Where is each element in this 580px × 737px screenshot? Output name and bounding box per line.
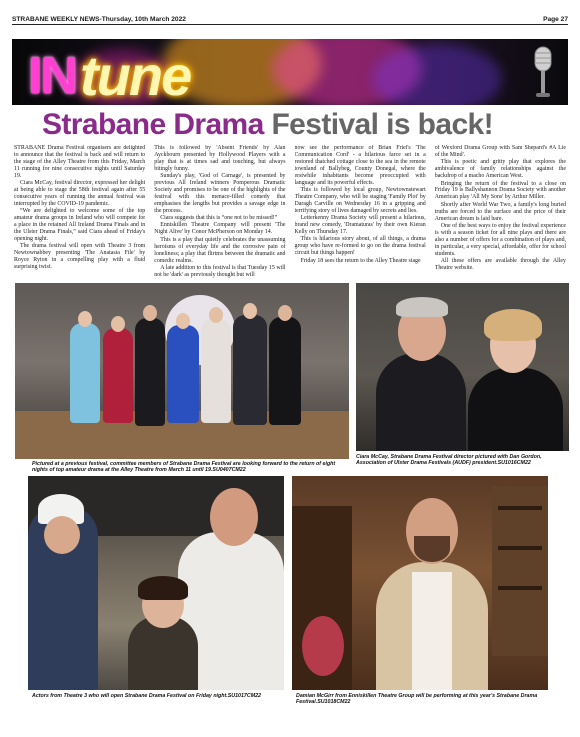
article-column-4 [435, 145, 566, 279]
photo-caption: Damian McGirr from Enniskillen Theatre Group will be performing at this year's Strabane Drama Festival.SU1018CM22 [296, 693, 538, 706]
paragraph: This is hilarious story about, of all things, a drama group who have re-formed to go on the drama festival circuit but things happen! [294, 236, 426, 257]
photo-caption: Actors from Theatre 3 who will open Strabane Drama Festival on Friday night.SU1017CM22 [32, 693, 261, 699]
folio-page-number: Page 27 [543, 16, 568, 23]
paragraph: One of the best ways to enjoy the festival experience is with a season ticket for all nine plays and there are also a number of offers for a combination of plays and, in particular, a very special, affordable, offer for school students. [434, 222, 566, 257]
intune-logo [28, 43, 190, 105]
photo-caption: Ciara McCay, Strabane Drama Festival director pictured with Dan Gordon, Association of Ulster Drama Festivals (AUDF) president.SU1016CM22 [356, 454, 542, 467]
paragraph: A late addition to this festival is that Tuesday 15 will not be 'dark' as previously thought but will [154, 264, 286, 278]
paragraph: “We are delighted to welcome some of the top amateur drama groups in Ireland who will compete for a place in the retained All Ireland Drama Finals and in the Ulster Drama Finals,” said Ciara ahead of Friday's opening night. [14, 208, 146, 242]
paragraph: STRABANE Drama Festival organisers are delighted to announce that the festival is back and will return to the stage of the Alley Theatre from this Friday, March 11 running for nine consecutive nights until Saturday 19. [14, 145, 146, 179]
headline-part-2: Festival is back! [271, 108, 494, 141]
paragraph: Letterkenny Drama Society will present a hilarious, brand new comedy, 'Dramaturas' by their own Kieran Kelly on Thursday 17. [294, 215, 426, 235]
article-body [14, 145, 566, 279]
intune-banner [12, 39, 568, 105]
folio-rule [12, 24, 568, 25]
folio-date: STRABANE WEEKLY NEWS-Thursday, 10th March 2022 [12, 16, 186, 23]
paragraph: Ciara suggests that this is “one not to be missed!” [160, 215, 278, 222]
photo-caption: Pictured at a previous festival, committee members of Strabane Drama Festival are looking forward to the return of eight nights of top amateur drama at the Alley Theatre from March 11 until 19.SU0407CM22 [32, 461, 336, 474]
article-column-3 [295, 145, 426, 279]
paragraph: Enniskillen Theatre Company will present 'The Night Alive' by Conor McPherson on Monday 14. [154, 222, 286, 236]
director-and-president-photo [356, 283, 569, 451]
paragraph: Friday 18 sees the return to the Alley Theatre stage [300, 257, 421, 264]
article-headline [42, 108, 562, 140]
paragraph: now see the performance of Brian Friel's 'The Communication Cord' - a hilarious farce set in a restored thatched cottage close to the sea in the remote townland of Ballybeg, County Donegal, where the erstwhile inhabitants become preoccupied with language and its powerful effects. [294, 145, 426, 186]
paragraph: All these offers are available through the Alley Theatre website. [434, 258, 566, 271]
paragraph: This is a play that quietly celebrates the unassuming heroisms of everyday life and the corrosive pain of loneliness; a play that flirtms between the dramatic and comedic realms. [154, 236, 286, 264]
paragraph: This is followed by 'Absent Friends' by Alan Ayckbourn presented by Hollywood Players with a play that is at times sad and touching, but always bitingly funny. [154, 145, 286, 172]
paragraph: Sunday's play, 'God of Carnage', is presented by previous All Ireland winners Pomperous Dramatic Society and promises to be one of the highlights of the festival with this menace-filled comedy that emphasises the lengths but provides a savage edge in the process. [154, 173, 286, 214]
theatre-3-actors-photo [28, 476, 284, 690]
logo-in: IN [28, 46, 76, 105]
committee-group-photo [15, 283, 349, 459]
microphone-icon [530, 45, 556, 101]
paragraph: of Wexford Drama Group with Sam Shepard's #A Lie of the Mind'. [434, 145, 566, 158]
paragraph: The drama festival will open with Theatre 3 from Newtownabbey presenting 'The Anatasia File' by Royce Ryton in a compelling play with a fluid surprising twist. [14, 243, 146, 270]
paragraph: Bringing the return of the festival to a close on Friday 19 is Ballyshannon Drama Society with another American play 'All My Sons' by Arthur Miller. [434, 180, 566, 201]
damian-mcgirr-photo [292, 476, 548, 690]
page-folio [12, 11, 568, 23]
paragraph: This is followed by local group, Newtownstewart Theatre Company, who will be staging 'Family Plot' by Daragh Carville on Wednesday 16 in a gripping and terrifying story of lives damaged by secrets and lies. [294, 186, 426, 214]
paragraph: Shortly after World War Two, a family's long buried truths are forced to the surface and the price of their American dream is laid bare. [434, 201, 566, 222]
article-column-2 [154, 145, 285, 279]
logo-tune: tune [80, 44, 191, 105]
paragraph: This is poetic and gritty play that explores the ambivalence of family relationships against the backdrop of a macho American West. [434, 159, 566, 180]
paragraph: Ciara McCay, festival director, expressed her delight at being able to stage the 58th festival again after 55 consecutive years of running the annual festival was interrupted by the COVID-19 pandemic. [14, 180, 146, 207]
article-column-1 [14, 145, 145, 279]
headline-part-1: Strabane Drama [42, 108, 272, 141]
